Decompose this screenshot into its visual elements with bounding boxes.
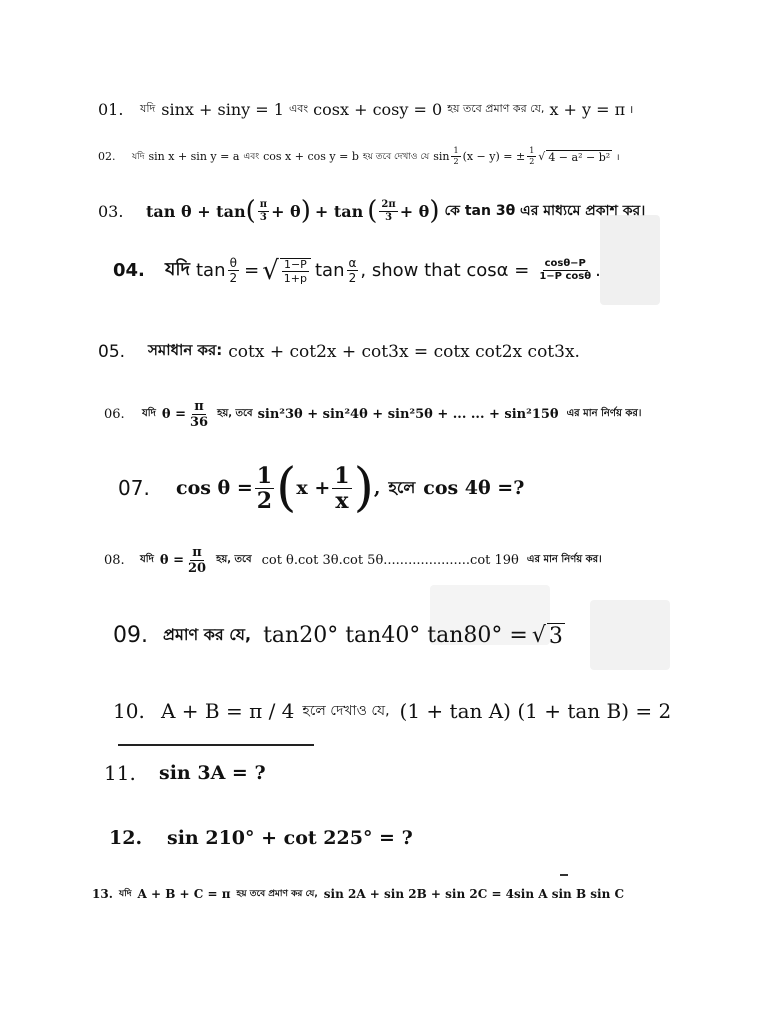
question-number: 03. [98,201,124,221]
question-10: 10. A + B = π / 4 হলে দেখাও যে, (1 + tan A) (1 + tan B) = 2 [113,699,672,723]
question-04: 04. যদি tan $\frac{\theta}{2}$ = √ $\frac{1-P}{1+p}$ tan $\frac{\alpha}{2}$ , show that cosα = $\frac{\cos\theta-P}{\text{1−P cosθ}}$ . [113,255,601,286]
watermark-shape [600,215,660,305]
question-13: 13. যদি A + B + C = π হয় তবে প্রমাণ কর যে, sin 2A + sin 2B + sin 2C = 4sin A sin B sin C [92,886,625,901]
question-12: 12. sin 210° + cot 225° = ? [109,827,413,849]
question-08: 08. যদি θ = $\frac{\pi}{20}$ হয়, তবে cot θ.cot 3θ.cot 5θ.....................cot 19θ এর মান নির্ণয় কর। [104,545,602,576]
question-number: 06. [104,407,125,422]
question-number: 01. [98,100,124,119]
question-number: 07. [118,476,150,500]
question-06: 06. যদি θ = $\frac{\pi}{36}$ হয়, তবে sin²3θ + sin²4θ + sin²5θ + ... ... + sin²15θ এর মান নির্ণয় কর। [104,399,642,430]
question-number: 10. [113,699,145,723]
question-05: 05. সমাধান কর: cotx + cot2x + cot3x = cotx cot2x cot3x. [98,341,580,362]
stray-mark [560,874,568,876]
separator-line [118,744,314,746]
question-09: 09. প্রমাণ কর যে, tan20° tan40° tan80° = √ 3 [113,623,563,649]
watermark-shape [590,600,670,670]
question-11: 11. sin 3A = ? [104,761,266,785]
question-number: 05. [98,341,126,362]
question-number: 02. [98,150,116,163]
question-number: 08. [104,553,125,568]
question-07: 07. cos θ = $\frac{1}{2}$ ( x + $\frac{1}{x}$ ) , হলে cos 4θ =? [118,458,525,518]
question-number: 09. [113,623,148,648]
question-number: 13. [92,886,113,901]
question-02: 02. যদি sin x + sin y = a এবং cos x + cos y = b হয় তবে দেখাও যে sin $\frac{1}{2}$ (x − y) = ± $\frac{1}{2}$ √ 4 − a² − b² । [98,146,620,166]
question-01: 01. যদি sinx + siny = 1 এবং cosx + cosy = 0 হয় তবে প্রমাণ কর যে, x + y = π । [98,100,634,119]
question-number: 12. [109,827,143,849]
question-number: 11. [104,761,136,785]
question-03: 03. tan θ + tan ( $\frac{\pi}{3}$ + θ ) + tan ( $\frac{2\pi}{3}$ + θ ) কে tan 3θ এর মাধ্যমে প্রকাশ কর। [98,196,646,226]
question-number: 04. [113,260,145,281]
